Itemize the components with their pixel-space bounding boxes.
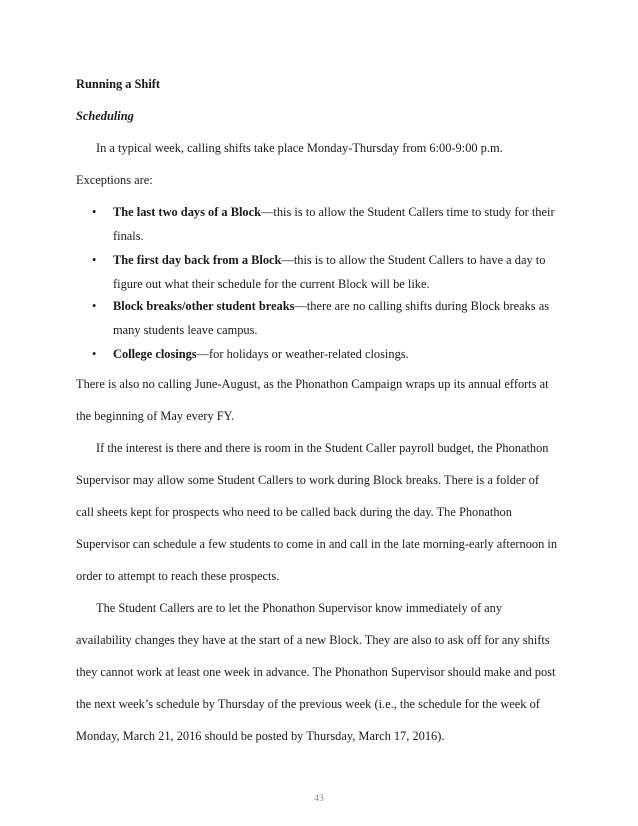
bullet-rest: —there are no calling shifts during Block breaks as [294, 299, 550, 313]
bullet-line [113, 298, 549, 314]
paragraph-3-line: order to attempt to reach these prospects. [76, 569, 280, 583]
paragraph-2-line: There is also no calling June-August, as the Phonathon Campaign wraps up its annual efforts at [76, 377, 549, 391]
bullet-bold: The last two days of a Block [113, 205, 262, 219]
bullet-line [113, 252, 545, 268]
bullet-rest: —for holidays or weather-related closings. [196, 347, 409, 361]
bullet-icon: • [92, 299, 97, 313]
section-heading: Running a Shift [76, 77, 161, 91]
bullet-line [113, 346, 409, 362]
bullet-continuation: many students leave campus. [113, 323, 258, 337]
paragraph-4-line: availability changes they have at the start of a new Block. They are also to ask off for any shifts [76, 633, 550, 647]
page-number: 43 [314, 794, 324, 804]
paragraph-4-line: The Student Callers are to let the Phonathon Supervisor know immediately of any [96, 601, 503, 615]
bullet-line [113, 204, 555, 220]
bullet-rest: —this is to allow the Student Callers time to study for their [261, 205, 555, 219]
bullet-icon: • [92, 347, 97, 361]
paragraph-1: In a typical week, calling shifts take place Monday-Thursday from 6:00-9:00 p.m. [96, 141, 503, 155]
paragraph-2-line: the beginning of May every FY. [76, 409, 235, 423]
bullet-icon: • [92, 253, 97, 267]
bullet-bold: College closings [113, 347, 197, 361]
paragraph-3-line: call sheets kept for prospects who need to be called back during the day. The Phonathon [76, 505, 512, 519]
subsection-heading: Scheduling [76, 109, 134, 123]
bullet-icon: • [92, 205, 97, 219]
bullet-continuation: finals. [113, 229, 144, 243]
bullet-rest: —this is to allow the Student Callers to have a day to [281, 253, 546, 267]
paragraph-3-line: If the interest is there and there is room in the Student Caller payroll budget, the Phonathon [96, 441, 549, 455]
exceptions-intro: Exceptions are: [76, 173, 153, 187]
paragraph-3-line: Supervisor can schedule a few students to come in and call in the late morning-early afternoon in [76, 537, 558, 551]
bullet-bold: The first day back from a Block [113, 253, 282, 267]
paragraph-4-line: they cannot work at least one week in advance. The Phonathon Supervisor should make and post [76, 665, 556, 679]
paragraph-4-line: the next week’s schedule by Thursday of the previous week (i.e., the schedule for the week of [76, 697, 540, 711]
paragraph-3-line: Supervisor may allow some Student Callers to work during Block breaks. There is a folder of [76, 473, 539, 487]
bullet-continuation: figure out what their schedule for the current Block will be like. [113, 277, 430, 291]
paragraph-4-line: Monday, March 21, 2016 should be posted by Thursday, March 17, 2016). [76, 729, 445, 743]
bullet-bold: Block breaks/other student breaks [113, 299, 295, 313]
